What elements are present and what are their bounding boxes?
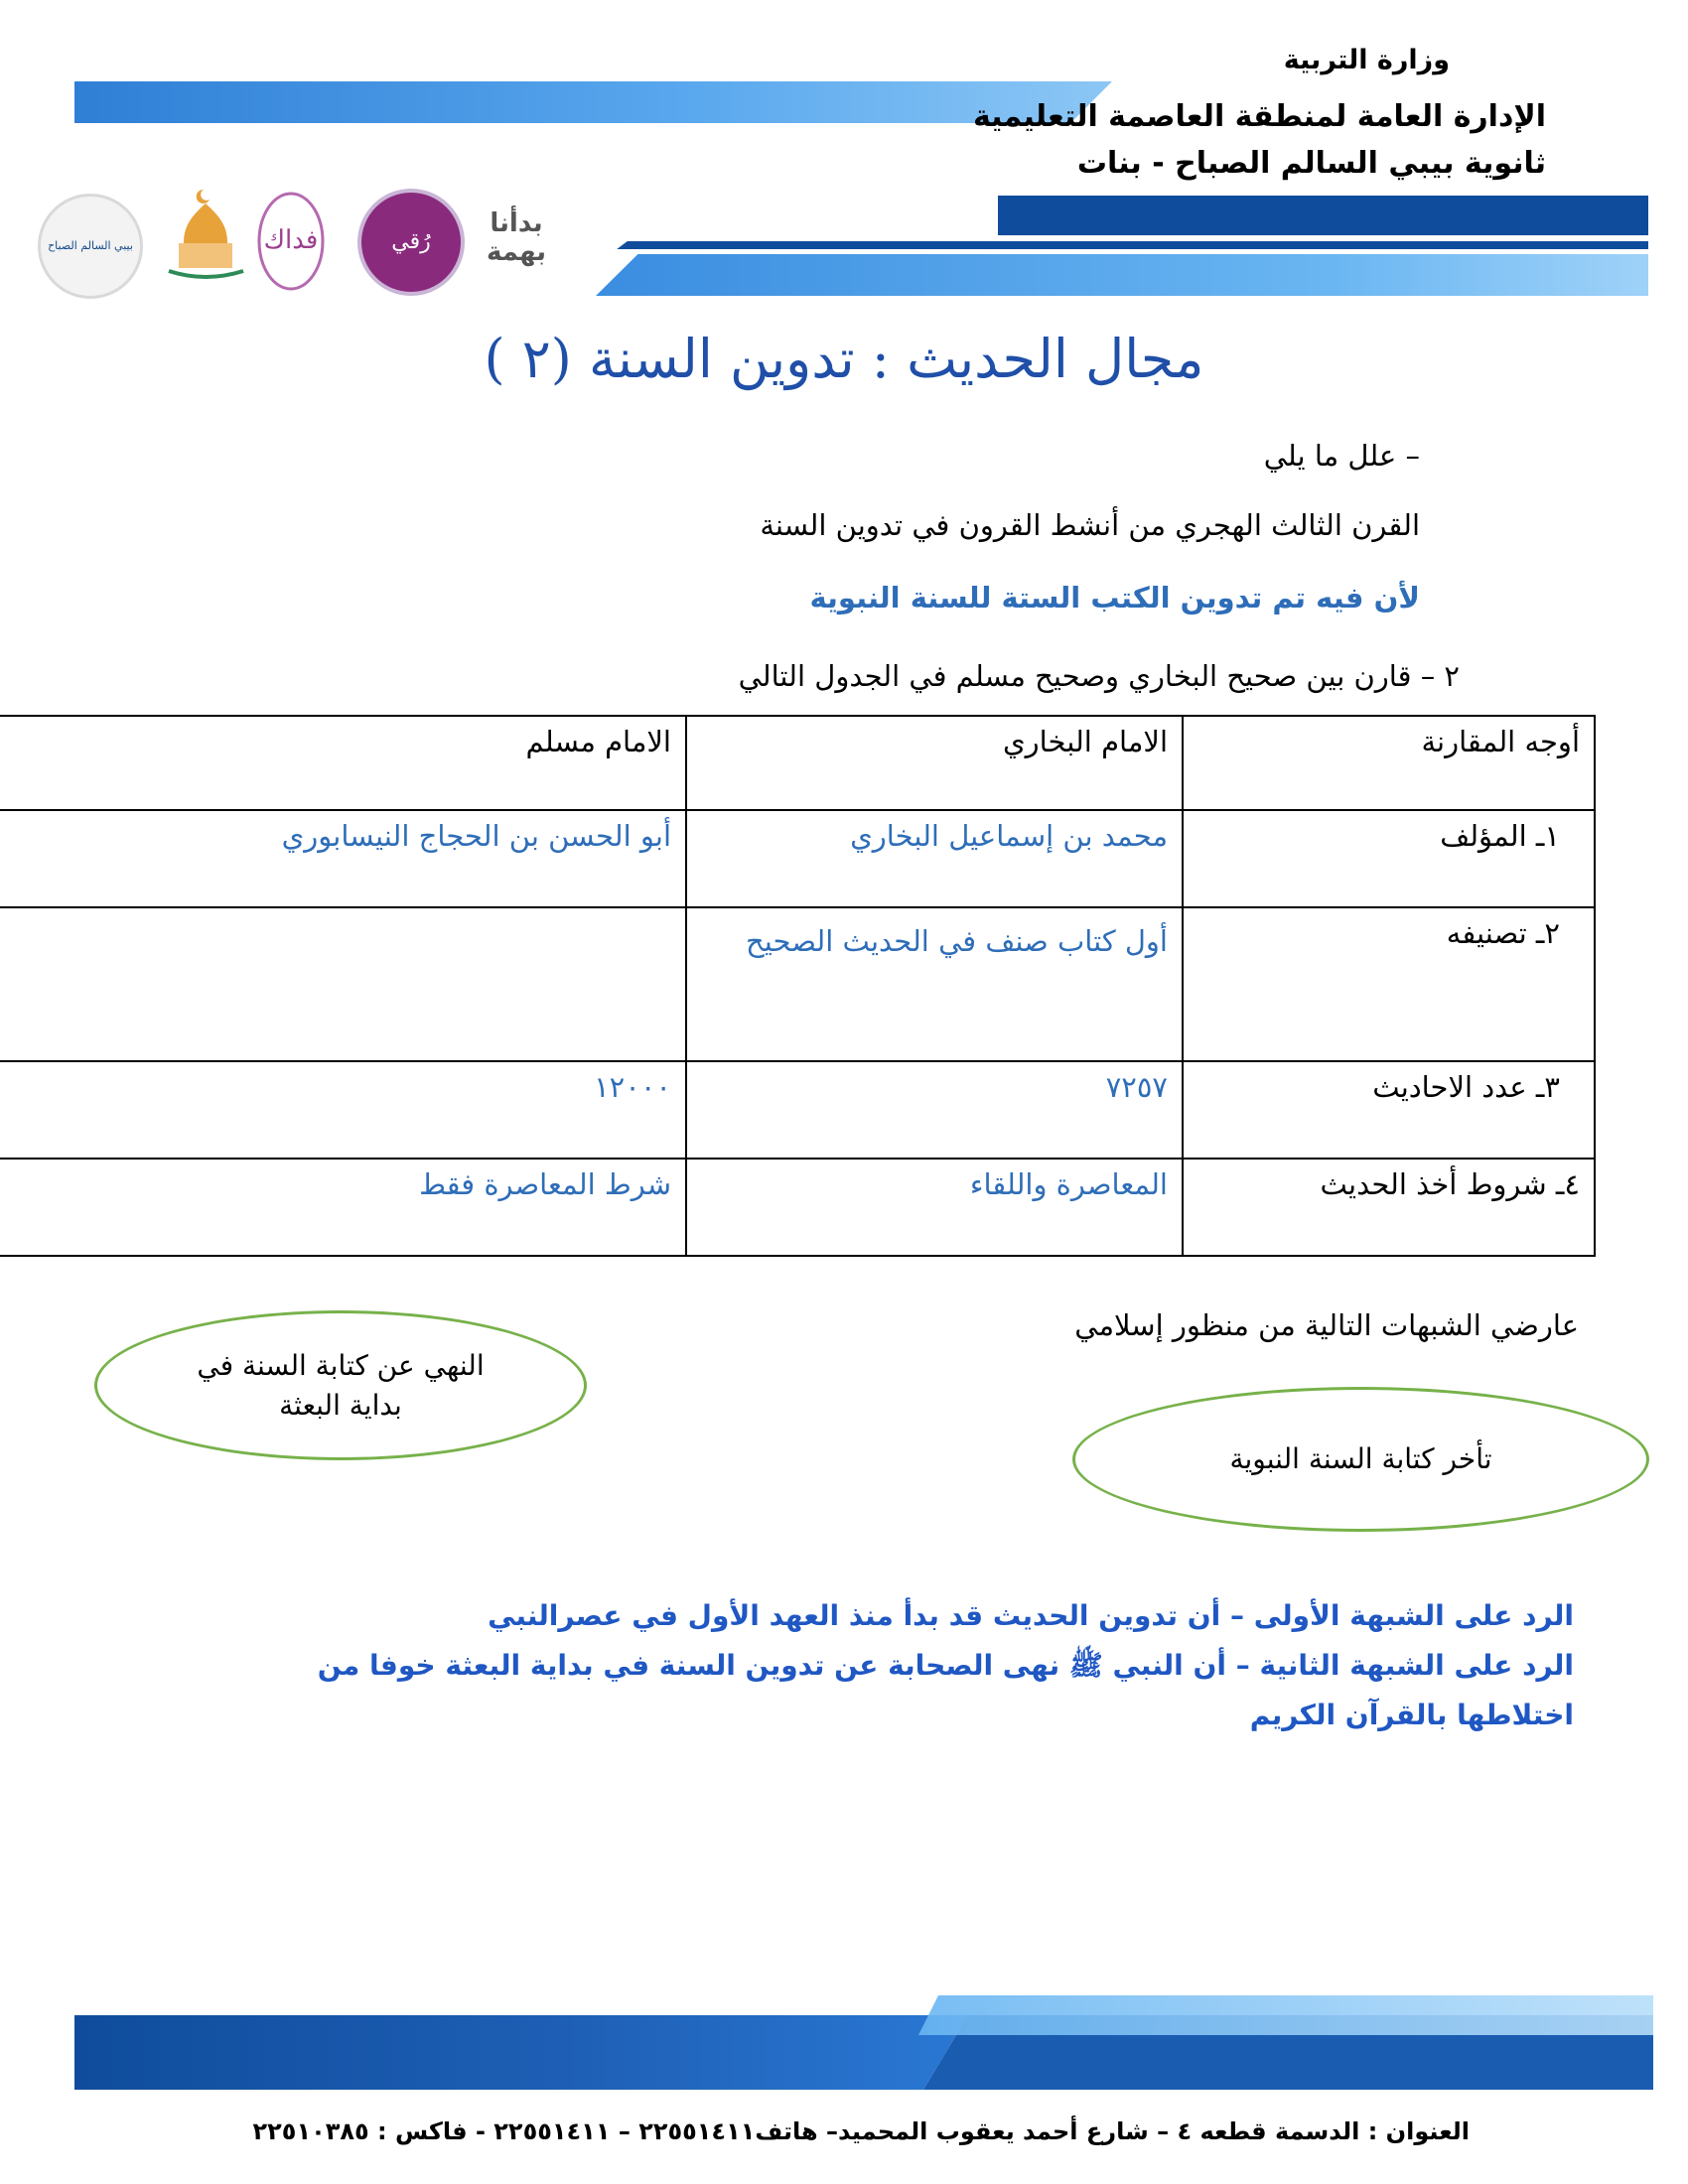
q1-statement: القرن الثالث الهجري من أنشط القرون في تدوين السنة: [760, 508, 1420, 542]
row-bukhari: محمد بن إسماعيل البخاري: [686, 810, 1183, 907]
ministry-name: وزارة التربية: [1283, 45, 1450, 75]
header-aspect: أوجه المقارنة: [1183, 716, 1595, 810]
doubt-2-text: تأخر كتابة السنة النبوية: [1229, 1442, 1492, 1475]
table-header-row: [0, 716, 1595, 810]
row-bukhari: أول كتاب صنف في الحديث الصحيح: [686, 907, 1183, 1061]
row-aspect: ٤ـ شروط أخذ الحديث: [1320, 1167, 1580, 1201]
svg-text:فداك: فداك: [263, 225, 319, 255]
fidak-logo: [251, 187, 331, 296]
doubt-oval-1: [94, 1310, 587, 1460]
header-band-dark: [998, 196, 1648, 235]
header-bukhari: الامام البخاري: [686, 716, 1183, 810]
answer-doubt-2: الرد على الشبهة الثانية – أن النبي ﷺ نهى الصحابة عن تدوين السنة في بداية البعثة خوفا من اختلاطها بالقرآن الكريم: [317, 1649, 1574, 1731]
answer-doubt-1: الرد على الشبهة الأولى – أن تدوين الحديث قد بدأ منذ العهد الأول في عصرالنبي: [488, 1599, 1574, 1632]
school-logo-text: بيبي السالم الصباح: [48, 238, 133, 252]
school-logo: [38, 194, 143, 299]
row-muslim: أبو الحسن بن الحجاج النيسابوري: [0, 810, 686, 907]
doubt-1-text: النهي عن كتابة السنة في بداية البعثة: [197, 1348, 485, 1422]
q3-prompt: عارضي الشبهات التالية من منظور إسلامي: [1074, 1308, 1579, 1342]
header-band-light: [596, 254, 1648, 296]
row-aspect: ٣ـ عدد الاحاديث: [1372, 1070, 1560, 1104]
header-band-thin: [596, 241, 1648, 249]
header-muslim: الامام مسلم: [0, 716, 686, 810]
bidayatuna-logo-text: بدأنا بهمة: [486, 208, 547, 267]
comparison-table: [0, 715, 1596, 1257]
row-aspect: ٢ـ تصنيفه: [1446, 916, 1560, 950]
footer-band: [74, 1995, 1653, 2090]
mosque-icon: [149, 184, 263, 298]
table-row: [0, 810, 1595, 907]
table-row: [0, 907, 1595, 1061]
table-row: [0, 1061, 1595, 1159]
directorate-name: الإدارة العامة لمنطقة العاصمة التعليمية: [972, 99, 1546, 134]
q1-answer: لأن فيه تم تدوين الكتب الستة للسنة النبوية: [809, 581, 1420, 614]
bidayatuna-logo: [467, 189, 566, 288]
row-muslim: ١٢٠٠٠: [0, 1061, 686, 1159]
fidak-logo-art: [251, 187, 331, 296]
ruqi-logo: [357, 189, 465, 296]
row-aspect: ١ـ المؤلف: [1440, 819, 1560, 853]
doubt-oval-2: [1072, 1387, 1649, 1532]
header-band-top: [74, 81, 1112, 123]
table-row: [0, 1159, 1595, 1256]
ruqi-logo-text: رُقي: [391, 228, 431, 254]
mosque-logo: [149, 184, 263, 298]
row-bukhari: المعاصرة واللقاء: [686, 1159, 1183, 1256]
q2-prompt: ٢ – قارن بين صحيح البخاري وصحيح مسلم في الجدول التالي: [738, 659, 1460, 693]
page-title: مجال الحديث : تدوين السنة (٢ ): [484, 328, 1204, 390]
row-bukhari: ٧٢٥٧: [686, 1061, 1183, 1159]
q1-prompt: – علل ما يلي: [1263, 439, 1420, 473]
row-muslim: شرط المعاصرة فقط: [0, 1159, 686, 1256]
footer-address: العنوان : الدسمة قطعه ٤ – شارع أحمد يعقوب المحميد– هاتف٢٢٥٥١٤١١ – ٢٢٥٥١٤١١ - فاكس : ٢٢٥١٠٣٨٥: [252, 2117, 1470, 2145]
school-name: ثانوية بيبي السالم الصباح - بنات: [1076, 146, 1546, 181]
row-muslim: [0, 907, 686, 1061]
